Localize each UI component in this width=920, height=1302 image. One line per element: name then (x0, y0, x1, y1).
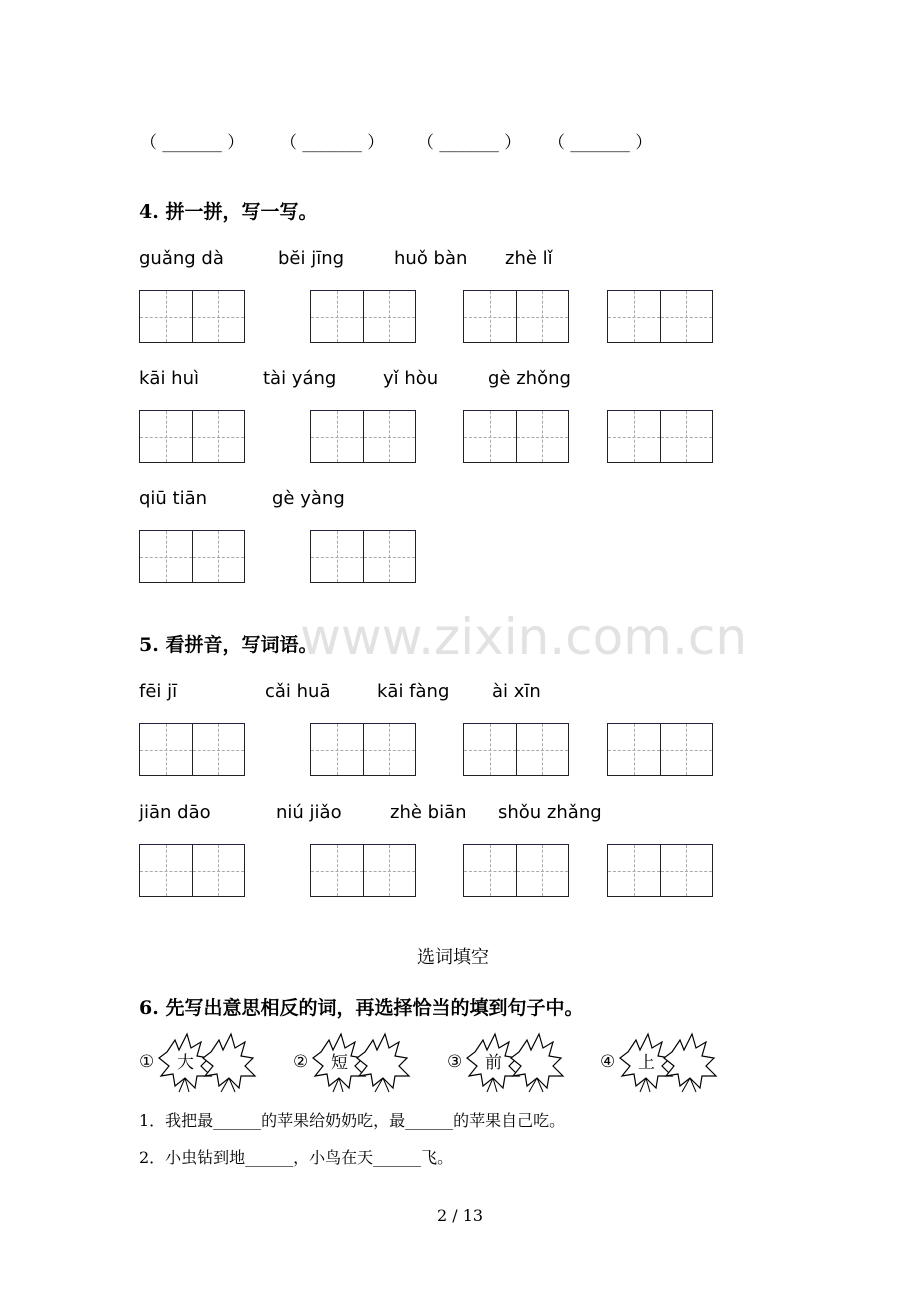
sentence-1: 1．我把最______的苹果给奶奶吃，最______的苹果自己吃。 (139, 1111, 566, 1130)
grid-cell[interactable] (193, 531, 245, 582)
pinyin-prompt: huǒ bàn (394, 248, 468, 269)
leaf-icon (618, 1032, 718, 1094)
pinyin-prompt: guǎng dà (139, 248, 224, 269)
writing-grid[interactable] (139, 410, 245, 463)
writing-grid[interactable] (310, 410, 416, 463)
pinyin-prompt: zhè biān (390, 802, 467, 823)
leaf-character: 短 (331, 1053, 348, 1073)
pinyin-prompt: niú jiǎo (276, 802, 342, 823)
grid-cell[interactable] (464, 411, 517, 462)
grid-cell[interactable] (608, 845, 661, 896)
grid-cell[interactable] (311, 291, 364, 342)
grid-cell[interactable] (608, 291, 661, 342)
pinyin-prompt: bĕi jīng (278, 248, 345, 269)
pinyin-prompt: kāi huì (139, 368, 199, 389)
grid-cell[interactable] (464, 724, 517, 775)
grid-cell[interactable] (311, 845, 364, 896)
answer-blank: （ _______ ） (140, 133, 245, 153)
leaf-number: ② (293, 1052, 309, 1072)
grid-cell[interactable] (517, 845, 569, 896)
grid-cell[interactable] (464, 845, 517, 896)
leaf-character: 前 (485, 1053, 502, 1073)
watermark: www.zixin.com.cn (300, 608, 748, 666)
leaf-character: 大 (177, 1053, 194, 1073)
pinyin-prompt: jiān dāo (139, 802, 211, 823)
writing-grid[interactable] (607, 290, 713, 343)
grid-cell[interactable] (193, 724, 245, 775)
grid-cell[interactable] (140, 411, 193, 462)
grid-cell[interactable] (140, 531, 193, 582)
writing-grid[interactable] (463, 290, 569, 343)
grid-cell[interactable] (311, 724, 364, 775)
leaf-icon (311, 1032, 411, 1094)
grid-cell[interactable] (517, 291, 569, 342)
pinyin-prompt: yǐ hòu (383, 368, 439, 389)
grid-cell[interactable] (364, 531, 416, 582)
grid-cell[interactable] (311, 411, 364, 462)
grid-cell[interactable] (517, 724, 569, 775)
writing-grid[interactable] (607, 844, 713, 897)
grid-cell[interactable] (140, 291, 193, 342)
grid-cell[interactable] (193, 411, 245, 462)
grid-cell[interactable] (193, 845, 245, 896)
section-title: 选词填空 (417, 947, 489, 968)
pinyin-prompt: tài yáng (263, 368, 337, 389)
writing-grid[interactable] (139, 723, 245, 776)
writing-grid[interactable] (310, 530, 416, 583)
writing-grid[interactable] (139, 530, 245, 583)
question-6-title: 6. 先写出意思相反的词，再选择恰当的填到句子中。 (139, 997, 584, 1019)
writing-grid[interactable] (310, 723, 416, 776)
grid-cell[interactable] (661, 724, 713, 775)
pinyin-prompt: zhè lǐ (505, 248, 553, 269)
grid-cell[interactable] (364, 724, 416, 775)
grid-cell[interactable] (364, 845, 416, 896)
leaf-character: 上 (638, 1053, 655, 1073)
writing-grid[interactable] (463, 844, 569, 897)
grid-cell[interactable] (364, 411, 416, 462)
question-5-title: 5. 看拼音，写词语。 (139, 634, 318, 656)
question-4-title: 4. 拼一拼，写一写。 (139, 201, 318, 223)
grid-cell[interactable] (661, 291, 713, 342)
pinyin-prompt: shǒu zhǎng (498, 802, 602, 823)
grid-cell[interactable] (140, 724, 193, 775)
answer-blank: （ _______ ） (548, 133, 653, 153)
answer-blank: （ _______ ） (280, 133, 385, 153)
grid-cell[interactable] (608, 724, 661, 775)
grid-cell[interactable] (608, 411, 661, 462)
writing-grid[interactable] (139, 290, 245, 343)
grid-cell[interactable] (364, 291, 416, 342)
writing-grid[interactable] (463, 410, 569, 463)
grid-cell[interactable] (140, 845, 193, 896)
page-number: 2 / 13 (437, 1206, 484, 1225)
pinyin-prompt: gè yàng (272, 488, 345, 509)
leaf-icon (465, 1032, 565, 1094)
pinyin-prompt: kāi fàng (377, 681, 450, 702)
grid-cell[interactable] (661, 411, 713, 462)
answer-blank: （ _______ ） (417, 133, 522, 153)
writing-grid[interactable] (139, 844, 245, 897)
grid-cell[interactable] (661, 845, 713, 896)
writing-grid[interactable] (463, 723, 569, 776)
pinyin-prompt: fēi jī (139, 681, 178, 702)
writing-grid[interactable] (310, 844, 416, 897)
leaf-number: ③ (447, 1052, 463, 1072)
leaf-number: ④ (600, 1052, 616, 1072)
writing-grid[interactable] (310, 290, 416, 343)
grid-cell[interactable] (464, 291, 517, 342)
grid-cell[interactable] (517, 411, 569, 462)
writing-grid[interactable] (607, 723, 713, 776)
leaf-icon (157, 1032, 257, 1094)
grid-cell[interactable] (193, 291, 245, 342)
pinyin-prompt: cǎi huā (265, 681, 331, 702)
pinyin-prompt: ài xīn (492, 681, 541, 702)
grid-cell[interactable] (311, 531, 364, 582)
pinyin-prompt: qiū tiān (139, 488, 208, 509)
leaf-number: ① (139, 1052, 155, 1072)
pinyin-prompt: gè zhǒng (488, 368, 571, 389)
sentence-2: 2．小虫钻到地______，小鸟在天______飞。 (139, 1148, 454, 1167)
writing-grid[interactable] (607, 410, 713, 463)
